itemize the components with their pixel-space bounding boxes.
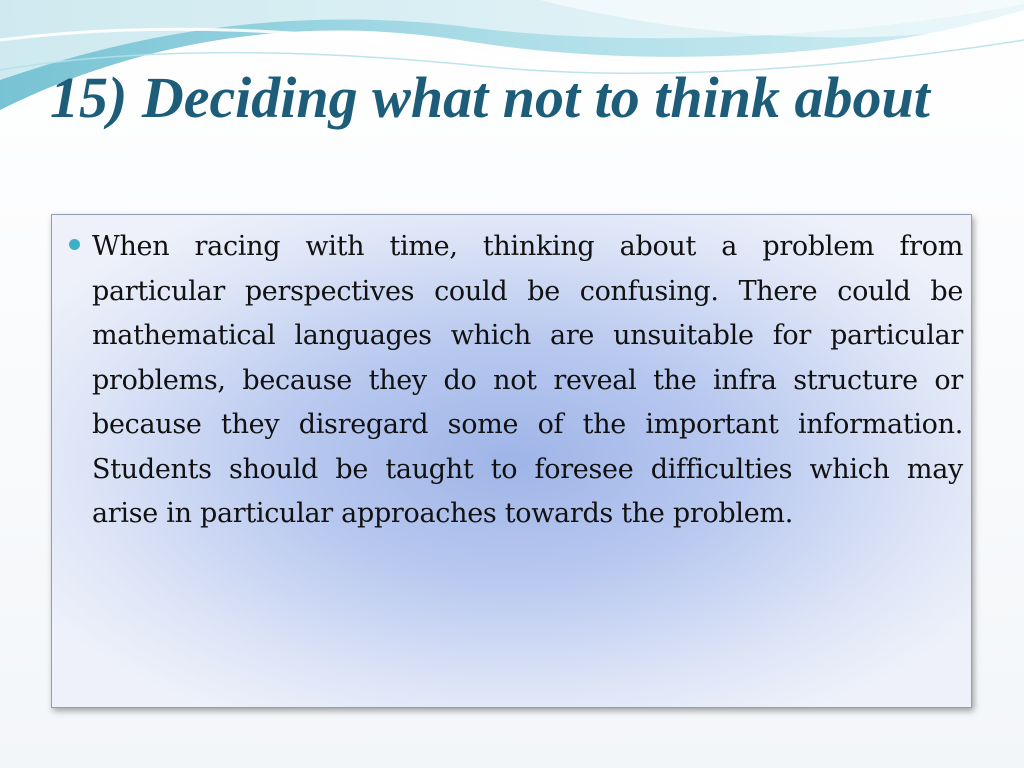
slide-title: 15) Deciding what not to think about [50,65,930,130]
bullet-text: When racing with time, thinking about a problem from particular perspectives could be confusing. There could be mathematical languages which are unsuitable for particular problems, because they do not reveal the infra structure or because they disregard some of the important information. Students should be taught to foresee difficulties which may arise in particular approaches towards the problem. [92,231,963,529]
bullet-item [52,215,971,537]
circle-bullet-icon [69,239,80,250]
bullet-list [52,215,971,537]
content-box [51,214,972,708]
